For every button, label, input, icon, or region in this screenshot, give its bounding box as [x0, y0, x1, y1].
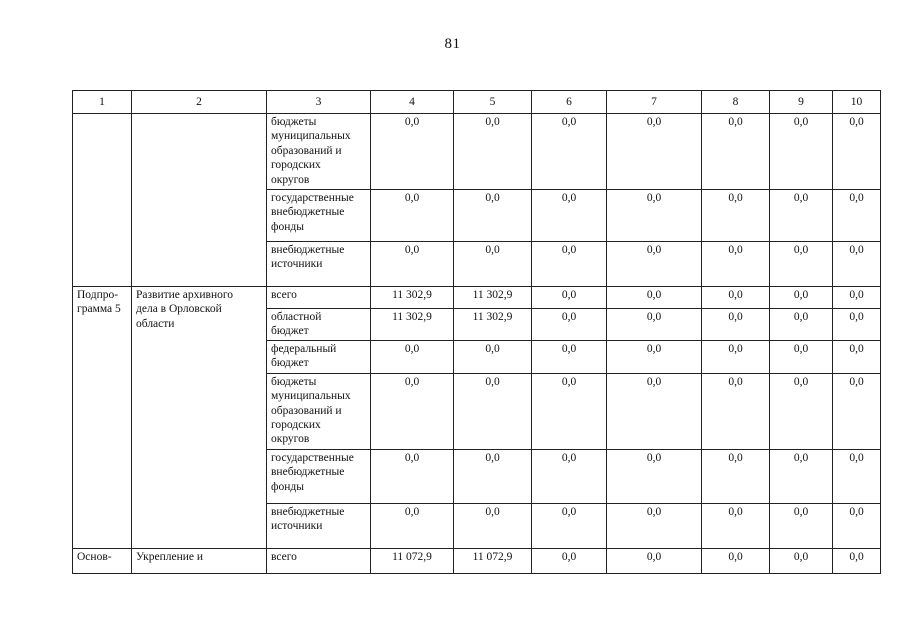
program-code-cell: Основ-: [73, 548, 132, 573]
program-code-cell: [73, 114, 132, 287]
funding-source-cell: всего: [267, 548, 371, 573]
value-cell: 0,0: [770, 340, 833, 373]
value-cell: 0,0: [702, 548, 770, 573]
value-cell: 11 302,9: [371, 309, 454, 341]
value-cell: 0,0: [702, 449, 770, 503]
value-cell: 0,0: [770, 287, 833, 309]
header-cell: 10: [833, 91, 881, 114]
value-cell: 0,0: [833, 114, 881, 190]
value-cell: 0,0: [607, 242, 702, 287]
table-row: [73, 114, 881, 190]
header-row: [73, 91, 881, 114]
value-cell: 0,0: [702, 309, 770, 341]
value-cell: 11 072,9: [454, 548, 532, 573]
value-cell: 0,0: [833, 340, 881, 373]
value-cell: 0,0: [770, 503, 833, 548]
header-cell: 7: [607, 91, 702, 114]
funding-source-cell: внебюджетные источники: [267, 503, 371, 548]
value-cell: 0,0: [770, 548, 833, 573]
value-cell: 0,0: [371, 373, 454, 449]
value-cell: 0,0: [770, 114, 833, 190]
program-name-cell: Развитие архивного дела в Орловской области: [132, 287, 267, 549]
value-cell: 0,0: [371, 190, 454, 242]
value-cell: 0,0: [770, 373, 833, 449]
value-cell: 0,0: [532, 242, 607, 287]
value-cell: 0,0: [371, 114, 454, 190]
value-cell: 0,0: [532, 503, 607, 548]
value-cell: 11 072,9: [371, 548, 454, 573]
value-cell: 0,0: [607, 287, 702, 309]
value-cell: 0,0: [770, 309, 833, 341]
value-cell: 0,0: [702, 287, 770, 309]
header-cell: 6: [532, 91, 607, 114]
funding-source-cell: бюджеты муниципальных образований и городских округов: [267, 373, 371, 449]
value-cell: 0,0: [371, 340, 454, 373]
value-cell: 11 302,9: [454, 287, 532, 309]
funding-source-cell: государственные внебюджетные фонды: [267, 449, 371, 503]
funding-source-cell: всего: [267, 287, 371, 309]
funding-source-cell: внебюджетные источники: [267, 242, 371, 287]
value-cell: 0,0: [702, 190, 770, 242]
header-cell: 4: [371, 91, 454, 114]
value-cell: 0,0: [532, 340, 607, 373]
value-cell: 11 302,9: [371, 287, 454, 309]
value-cell: 0,0: [607, 340, 702, 373]
budget-table: [72, 90, 881, 574]
value-cell: 0,0: [833, 548, 881, 573]
value-cell: 0,0: [702, 503, 770, 548]
value-cell: 0,0: [702, 340, 770, 373]
program-name-cell: [132, 114, 267, 287]
table-row: [73, 287, 881, 309]
value-cell: 0,0: [770, 242, 833, 287]
value-cell: 0,0: [454, 373, 532, 449]
value-cell: 0,0: [607, 449, 702, 503]
funding-source-cell: бюджеты муниципальных образований и городских округов: [267, 114, 371, 190]
value-cell: 0,0: [532, 287, 607, 309]
value-cell: 0,0: [607, 373, 702, 449]
value-cell: 0,0: [702, 373, 770, 449]
value-cell: 0,0: [371, 503, 454, 548]
value-cell: 0,0: [532, 548, 607, 573]
value-cell: 0,0: [532, 449, 607, 503]
value-cell: 0,0: [454, 503, 532, 548]
value-cell: 0,0: [833, 242, 881, 287]
header-cell: 9: [770, 91, 833, 114]
value-cell: 0,0: [607, 190, 702, 242]
header-cell: 2: [132, 91, 267, 114]
value-cell: 0,0: [532, 114, 607, 190]
value-cell: 0,0: [833, 190, 881, 242]
value-cell: 0,0: [607, 548, 702, 573]
value-cell: 0,0: [833, 449, 881, 503]
funding-source-cell: федеральный бюджет: [267, 340, 371, 373]
header-cell: 8: [702, 91, 770, 114]
value-cell: 0,0: [454, 449, 532, 503]
program-name-cell: Укрепление и: [132, 548, 267, 573]
value-cell: 0,0: [702, 242, 770, 287]
program-code-cell: Подпро- грамма 5: [73, 287, 132, 549]
value-cell: 0,0: [770, 449, 833, 503]
page-number: 81: [444, 36, 461, 52]
value-cell: 0,0: [833, 287, 881, 309]
header-cell: 5: [454, 91, 532, 114]
value-cell: 0,0: [454, 114, 532, 190]
value-cell: 0,0: [454, 340, 532, 373]
header-cell: 1: [73, 91, 132, 114]
value-cell: 0,0: [454, 242, 532, 287]
value-cell: 0,0: [833, 503, 881, 548]
value-cell: 0,0: [770, 190, 833, 242]
value-cell: 0,0: [532, 373, 607, 449]
value-cell: 0,0: [454, 190, 532, 242]
funding-source-cell: государственные внебюджетные фонды: [267, 190, 371, 242]
funding-source-cell: областной бюджет: [267, 309, 371, 341]
value-cell: 0,0: [833, 309, 881, 341]
value-cell: 0,0: [532, 190, 607, 242]
value-cell: 0,0: [607, 309, 702, 341]
value-cell: 0,0: [371, 449, 454, 503]
value-cell: 0,0: [532, 309, 607, 341]
table-row: [73, 548, 881, 573]
value-cell: 0,0: [702, 114, 770, 190]
value-cell: 0,0: [607, 114, 702, 190]
value-cell: 11 302,9: [454, 309, 532, 341]
value-cell: 0,0: [371, 242, 454, 287]
value-cell: 0,0: [833, 373, 881, 449]
value-cell: 0,0: [607, 503, 702, 548]
header-cell: 3: [267, 91, 371, 114]
